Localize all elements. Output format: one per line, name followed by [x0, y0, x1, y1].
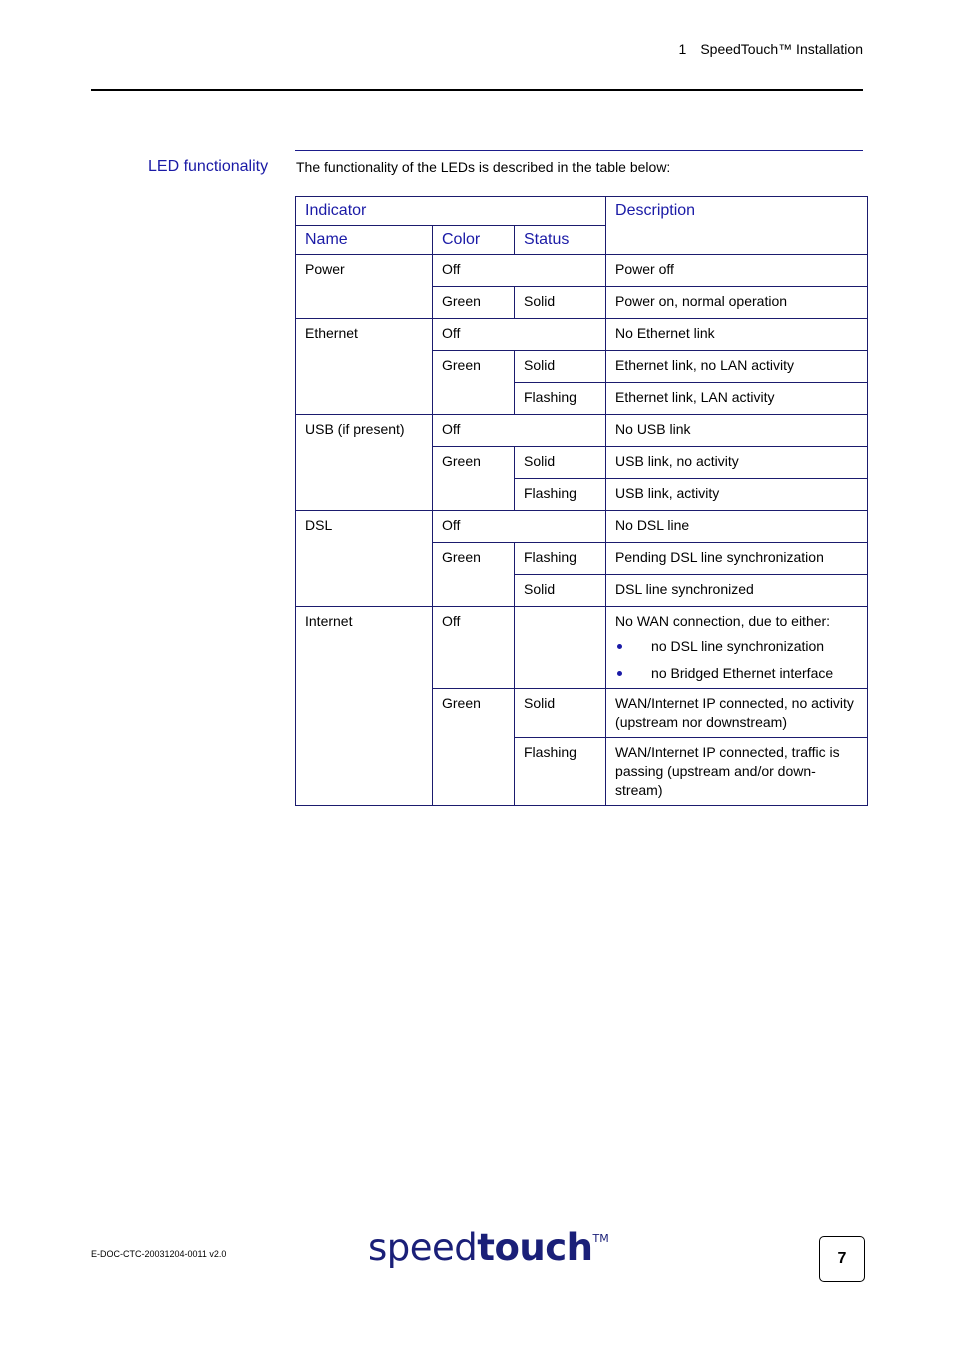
bullet-icon [617, 644, 622, 649]
led-name: Internet [296, 607, 433, 806]
section-title: LED functionality [148, 158, 269, 175]
chapter-number: 1 [678, 41, 687, 57]
led-status: Flashing [515, 738, 606, 806]
led-description: Ethernet link, LAN activity [606, 383, 868, 415]
led-status: Solid [515, 689, 606, 738]
led-table [295, 196, 868, 806]
table-row [296, 255, 868, 287]
intro-text: The functionality of the LEDs is described in the table below: [296, 159, 671, 175]
speedtouch-logo [368, 1226, 609, 1276]
running-header [679, 41, 863, 57]
logo-bold-text: touch [477, 1226, 593, 1269]
page-number [819, 1236, 865, 1282]
logo-trademark: TM [592, 1232, 609, 1245]
led-color: Green [433, 447, 515, 511]
header-name: Name [296, 226, 433, 255]
led-name: Ethernet [296, 319, 433, 415]
bullet-icon [617, 671, 622, 676]
led-status: Solid [515, 351, 606, 383]
led-description: WAN/Internet IP connected, no activity (upstream nor downstream) [606, 689, 868, 738]
led-name: USB (if present) [296, 415, 433, 511]
led-description: WAN/Internet IP connected, traffic is passing (upstream and/or down-stream) [606, 738, 868, 806]
led-name: Power [296, 255, 433, 319]
led-description: Ethernet link, no LAN activity [606, 351, 868, 383]
led-color: Green [433, 689, 515, 806]
led-status: Flashing [515, 383, 606, 415]
led-status-empty [515, 607, 606, 689]
led-color: Green [433, 543, 515, 607]
led-description: USB link, no activity [606, 447, 868, 479]
led-color: Off [433, 511, 606, 543]
list-item [615, 637, 858, 656]
header-indicator: Indicator [296, 197, 606, 226]
led-color: Off [433, 415, 606, 447]
table-row [296, 607, 868, 689]
bullet-list [615, 637, 858, 683]
led-status: Flashing [515, 543, 606, 575]
led-color: Off [433, 319, 606, 351]
header-status: Status [515, 226, 606, 255]
led-status: Flashing [515, 479, 606, 511]
led-description [606, 607, 868, 689]
led-description: DSL line synchronized [606, 575, 868, 607]
list-item-text: no DSL line synchronization [651, 638, 825, 654]
list-item-text: no Bridged Ethernet interface [651, 665, 834, 681]
led-name: DSL [296, 511, 433, 607]
led-description: Power off [606, 255, 868, 287]
led-status: Solid [515, 287, 606, 319]
table-row [296, 415, 868, 447]
led-description: No USB link [606, 415, 868, 447]
header-description: Description [606, 197, 868, 255]
led-status: Solid [515, 575, 606, 607]
led-color: Off [433, 255, 606, 287]
page-number-text: 7 [837, 1250, 847, 1267]
header-color: Color [433, 226, 515, 255]
list-item [615, 664, 858, 683]
led-status: Solid [515, 447, 606, 479]
table-row [296, 319, 868, 351]
led-description: Pending DSL line synchronization [606, 543, 868, 575]
chapter-title: SpeedTouch™ Installation [700, 41, 863, 57]
led-color: Green [433, 287, 515, 319]
header-rule [91, 89, 863, 91]
led-description: No Ethernet link [606, 319, 868, 351]
led-description: No DSL line [606, 511, 868, 543]
led-description: USB link, activity [606, 479, 868, 511]
led-color: Off [433, 607, 515, 689]
led-color: Green [433, 351, 515, 415]
table-row [296, 511, 868, 543]
logo-light-text: speed [368, 1226, 478, 1269]
document-id: E-DOC-CTC-20031204-0011 v2.0 [91, 1249, 227, 1259]
description-text: No WAN connection, due to either: [615, 613, 831, 629]
section-rule [295, 150, 863, 151]
led-description: Power on, normal operation [606, 287, 868, 319]
